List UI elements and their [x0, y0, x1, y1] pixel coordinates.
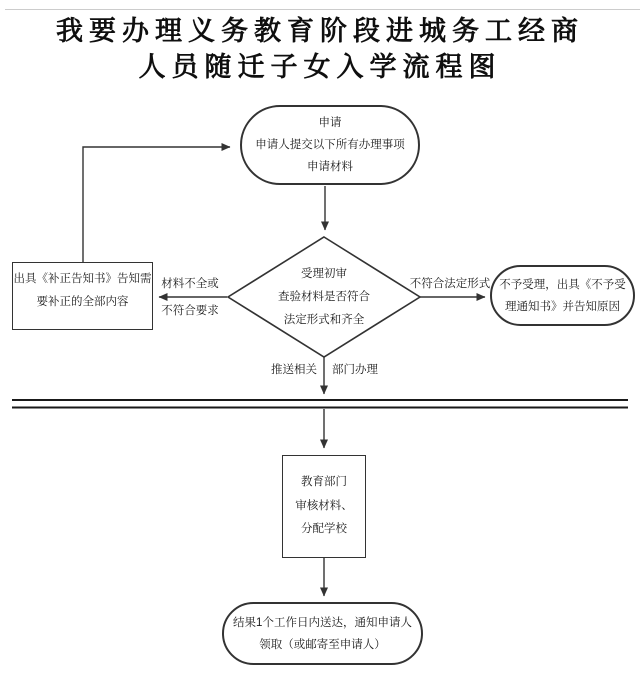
node-education-line-3: 分配学校 [301, 523, 347, 536]
connector-correction-to-apply [83, 147, 230, 262]
node-education-line-2: 审核材料、 [295, 499, 353, 512]
node-review-line-3: 法定形式和齐全 [283, 313, 365, 326]
edge-label-push-right: 部门办理 [332, 364, 378, 376]
edge-label-push-left: 推送相关 [271, 364, 317, 376]
edge-label-incomplete-line-2: 不符合要求 [161, 305, 219, 317]
node-education-line-1: 教育部门 [301, 476, 347, 489]
node-reject-line-2: 理通知书》并告知原因 [505, 300, 620, 313]
node-apply-line-1: 申请 [318, 117, 342, 129]
node-apply-line-3: 申请材料 [307, 161, 353, 173]
node-review-decision [230, 239, 418, 355]
edge-label-incomplete-line-1: 材料不全或 [161, 278, 219, 290]
title-line-1: 我要办理义务教育阶段进城务工经商 [56, 16, 584, 46]
node-review-line-1: 受理初审 [301, 267, 347, 280]
node-correction-notice [12, 262, 153, 330]
node-reject-line-1: 不予受理，出具《不予受 [499, 278, 626, 291]
node-correction-line-1: 出具《补正告知书》告知需 [13, 273, 152, 285]
node-apply-line-2: 申请人提交以下所有办理事项 [255, 139, 405, 151]
node-review-line-2: 查验材料是否符合 [278, 290, 370, 303]
node-result-line-1: 结果1个工作日内送达，通知申请人 [233, 616, 412, 629]
edge-label-not-legal-form: 不符合法定形式 [409, 278, 491, 290]
node-education-department [282, 455, 366, 558]
node-result-delivery [222, 602, 423, 665]
node-apply [240, 105, 420, 185]
node-reject-notice [490, 265, 635, 326]
node-result-line-2: 领取（或邮寄至申请人） [259, 638, 386, 651]
title-line-2: 人员随迁子女入学流程图 [138, 52, 502, 82]
node-correction-line-2: 要补正的全部内容 [36, 296, 129, 308]
